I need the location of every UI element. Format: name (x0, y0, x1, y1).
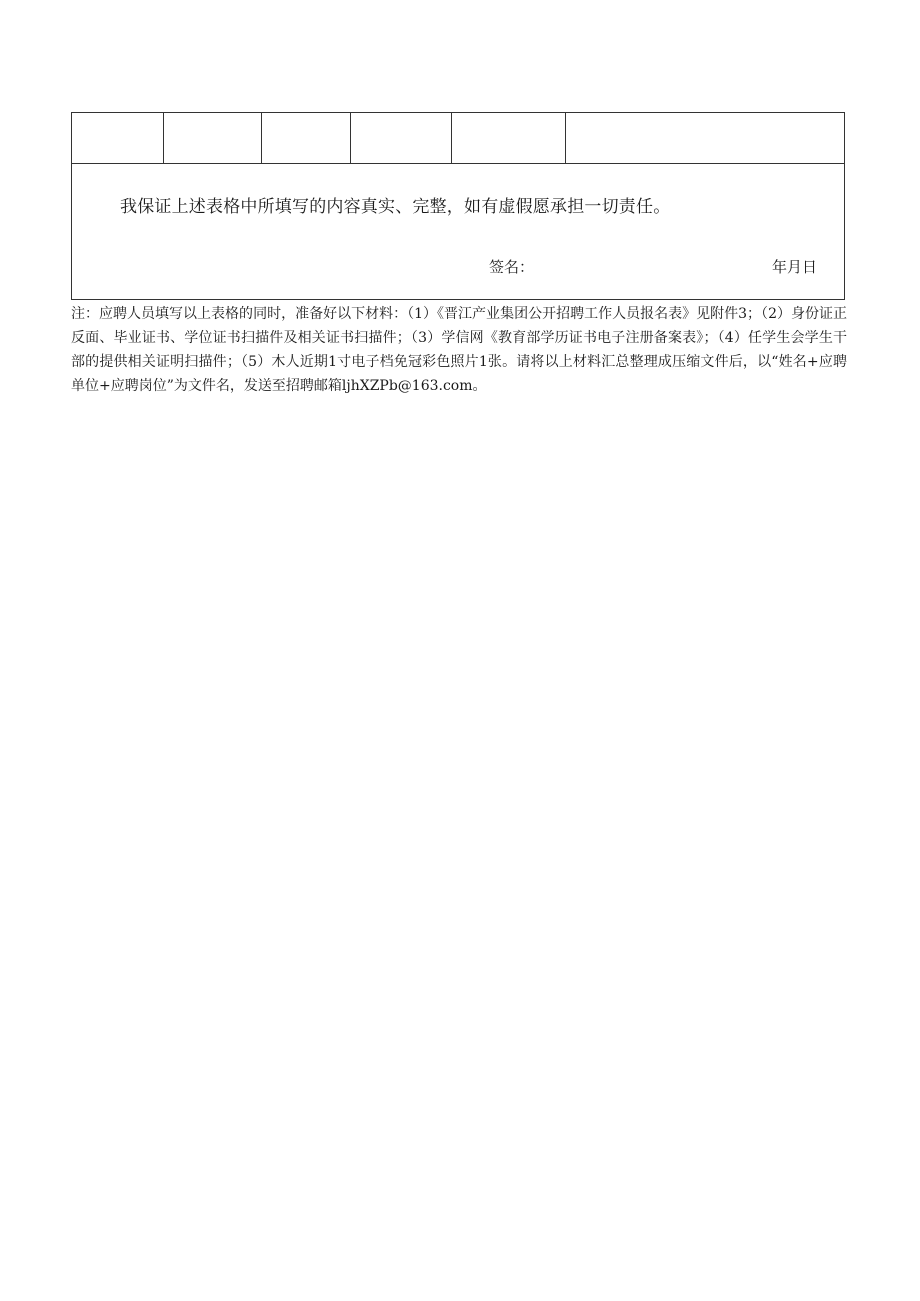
table-row (72, 113, 844, 164)
date-label: 年月日 (772, 258, 818, 276)
signature-label: 签名： (489, 258, 535, 276)
submission-note: 注：应聘人员填写以上表格的同时，准备好以下材料：（1）《晋江产业集团公开招聘工作人员报名表》见附件3；（2）身份证正反面、毕业证书、学位证书扫描件及相关证书扫描件；（3）学信网《教育部学历证书电子注册备案表》；（4）任学生会学生干部的提供相关证明扫描件；（5）木人近期1寸电子档免冠彩色照片1张。请将以上材料汇总整理成压缩文件后，以“姓名+应聘单位+应聘岗位”为文件名，发送至招聘邮箱ljhXZPb@163.com。 (71, 306, 847, 394)
column-divider (163, 113, 164, 163)
column-divider (350, 113, 351, 163)
application-form-table (71, 112, 845, 300)
column-divider (451, 113, 452, 163)
declaration-statement: 我保证上述表格中所填写的内容真实、完整，如有虚假愿承担一切责任。 (120, 197, 671, 217)
column-divider (565, 113, 566, 163)
column-divider (261, 113, 262, 163)
